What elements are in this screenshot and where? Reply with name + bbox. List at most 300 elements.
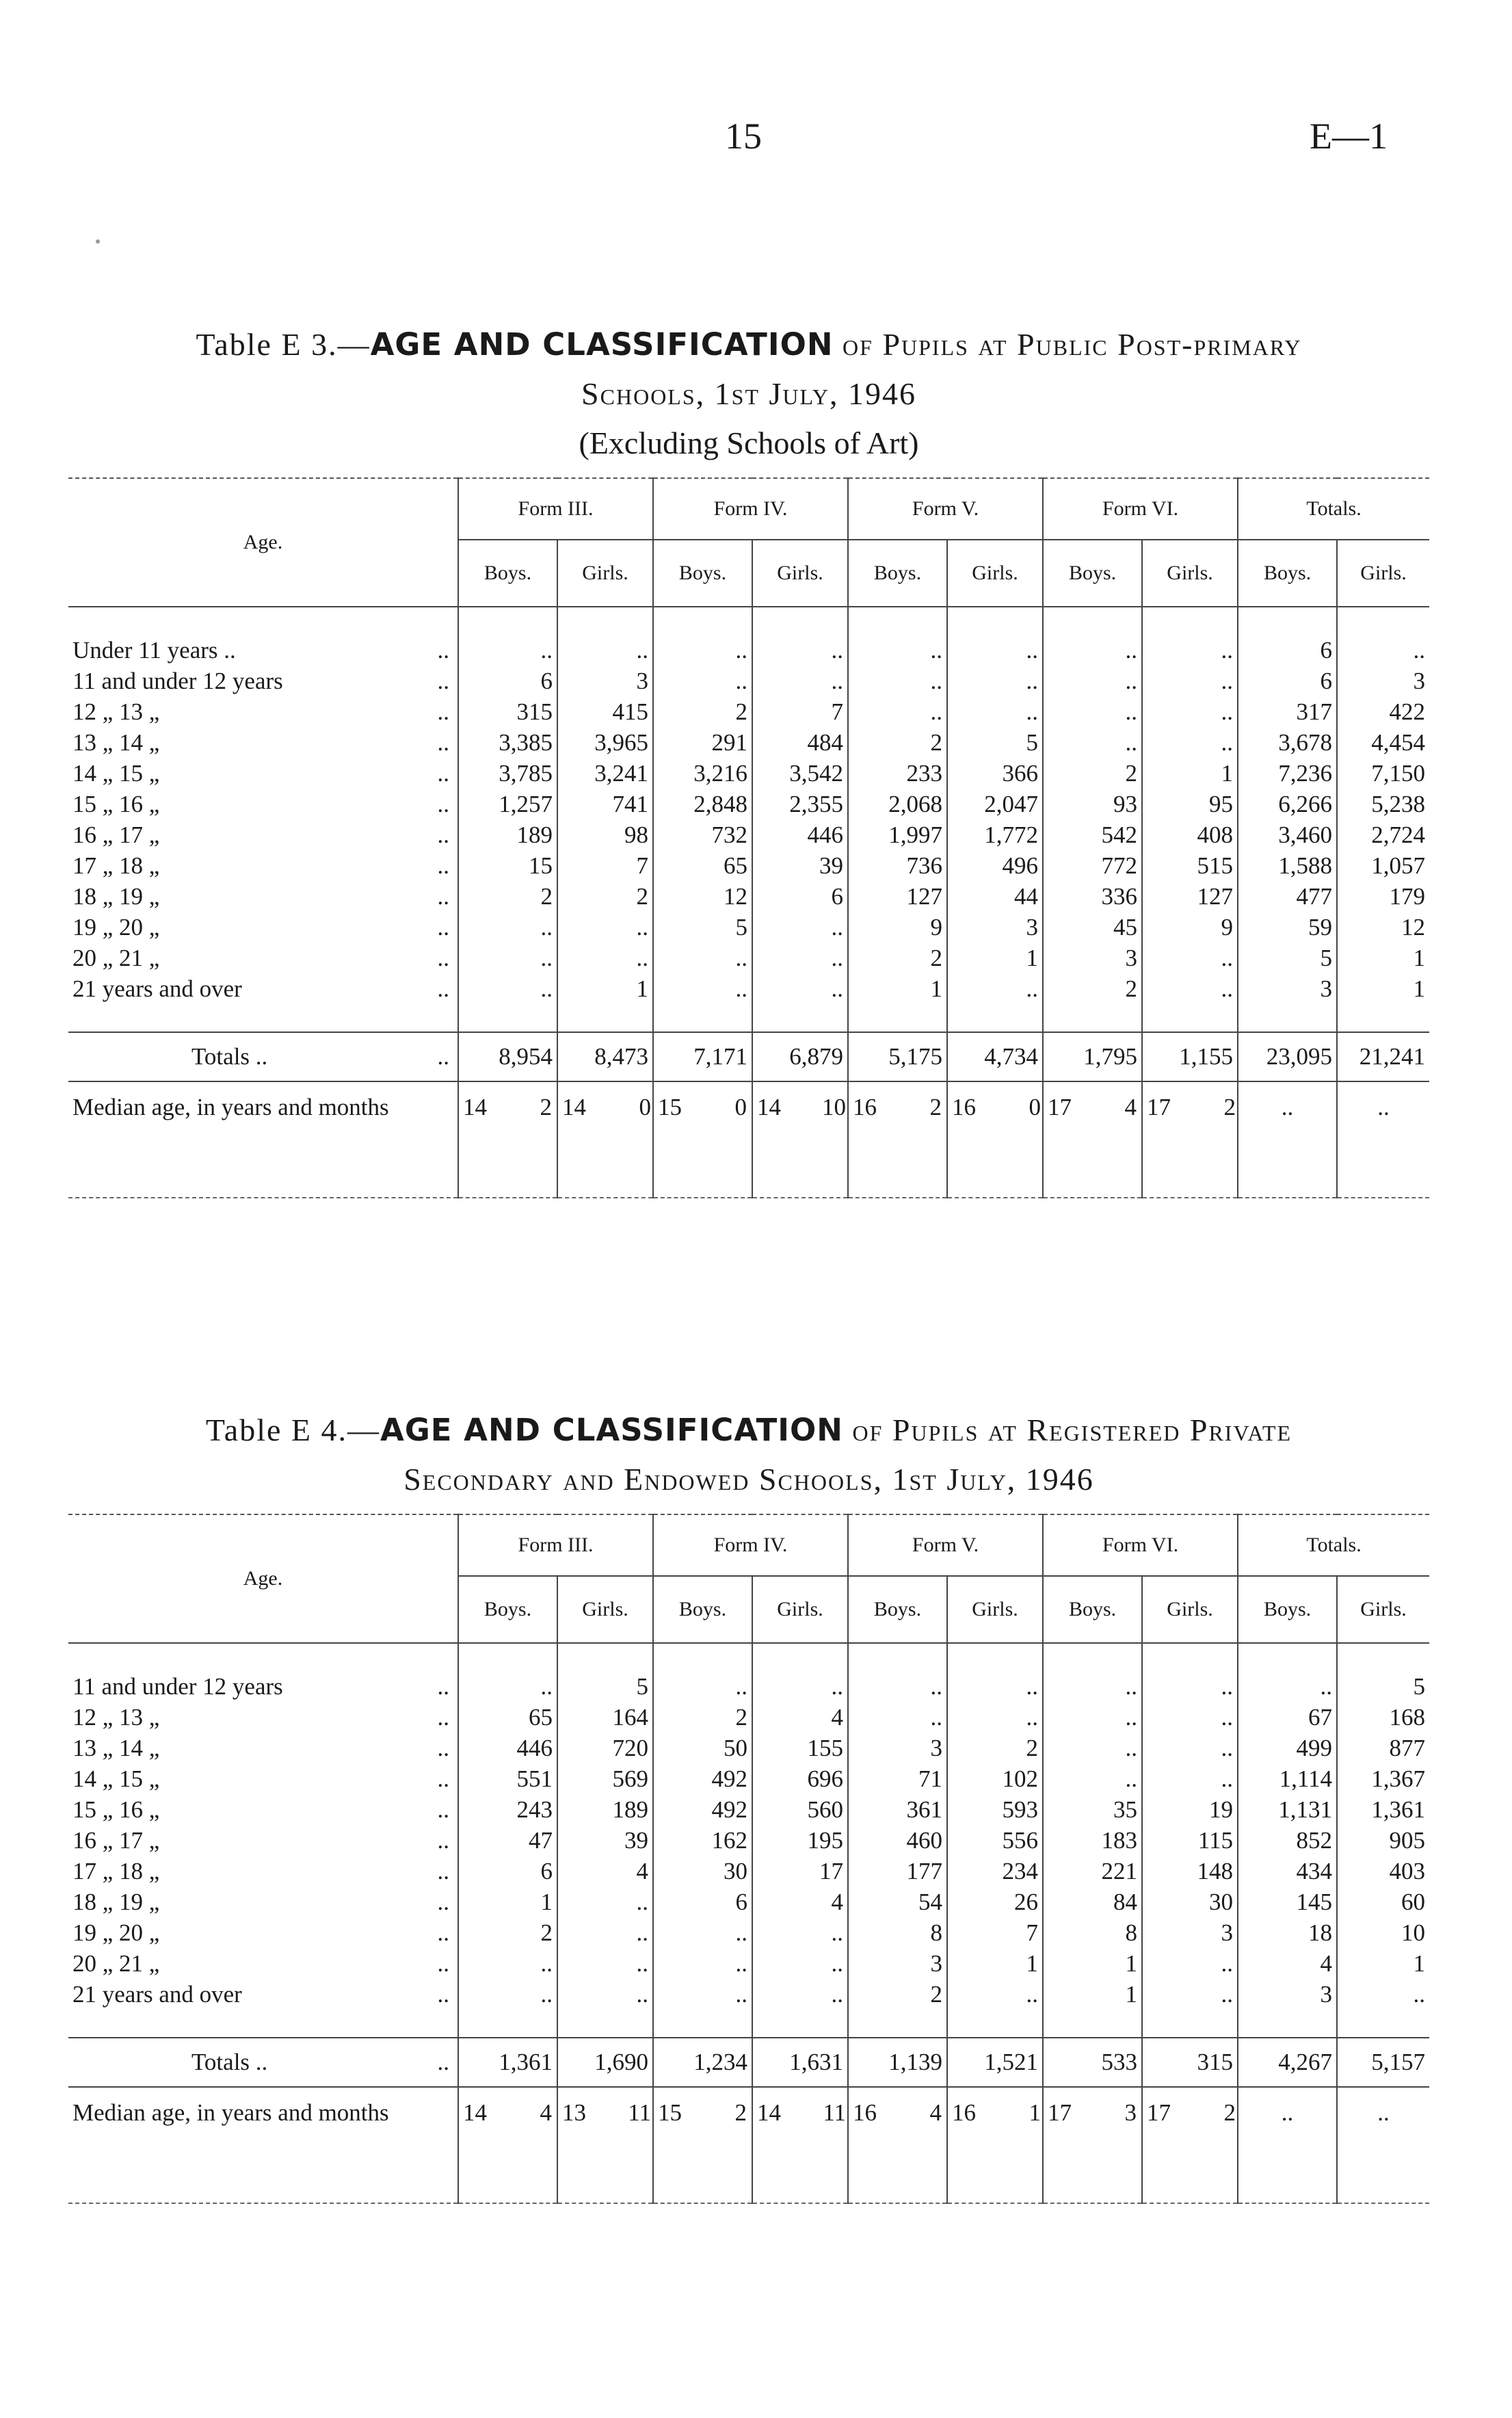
data-cell: 3,460	[1238, 819, 1337, 850]
data-cell: 291	[653, 727, 752, 758]
data-cell: 1	[1142, 758, 1238, 789]
age-label	[68, 1979, 458, 2010]
data-cell: 2	[1043, 973, 1142, 1004]
data-cell: 155	[752, 1733, 848, 1763]
age-label-text: 19 „ 20 „	[72, 914, 160, 941]
total-cell: 1,361	[458, 2038, 557, 2087]
data-cell: 44	[947, 881, 1043, 912]
bottom-rule-cell	[947, 1156, 1043, 1198]
age-label-text: 16 „ 17 „	[72, 822, 160, 848]
boys-header: Boys.	[848, 1576, 947, 1643]
data-cell: 3	[1337, 666, 1429, 696]
data-cell: ..	[1142, 666, 1238, 696]
median-cell	[752, 2087, 848, 2161]
leader-dots: ..	[437, 1704, 449, 1731]
data-cell: 2	[458, 881, 557, 912]
data-cell: 1,114	[1238, 1763, 1337, 1794]
spacer-cell	[848, 1004, 947, 1032]
data-cell: ..	[1337, 1979, 1429, 2010]
age-label	[68, 1825, 458, 1856]
spacer-cell	[1142, 2010, 1238, 2038]
form-header: Form V.	[848, 478, 1043, 540]
spacer-cell	[68, 1643, 458, 1671]
median-cell	[848, 2087, 947, 2161]
age-label	[68, 850, 458, 881]
age-label	[68, 1917, 458, 1948]
table-e4-title-rest: of Pupils at Registered Private	[843, 1412, 1292, 1447]
bottom-rule-cell	[68, 2161, 458, 2203]
bottom-rule-cell	[458, 1156, 557, 1198]
median-cell	[557, 2087, 653, 2161]
data-cell: ..	[848, 635, 947, 666]
table-e4-body	[68, 1643, 1429, 2203]
data-cell: 499	[1238, 1733, 1337, 1763]
leader-dots: ..	[437, 668, 449, 694]
data-cell: ..	[1142, 696, 1238, 727]
leader-dots: ..	[437, 1858, 449, 1884]
age-label	[68, 1763, 458, 1794]
data-cell: ..	[1238, 1671, 1337, 1702]
age-label-text: 13 „ 14 „	[72, 1735, 160, 1761]
data-cell: ..	[1142, 727, 1238, 758]
boys-header: Boys.	[848, 540, 947, 607]
data-cell: 315	[458, 696, 557, 727]
median-months: 4	[929, 2099, 942, 2126]
spacer-cell	[458, 1004, 557, 1032]
data-cell: ..	[1043, 1702, 1142, 1733]
data-cell: ..	[653, 1917, 752, 1948]
table-row	[68, 758, 1429, 789]
bottom-rule-cell	[653, 1156, 752, 1198]
form-header: Form V.	[848, 1514, 1043, 1576]
spacer-cell	[947, 1004, 1043, 1032]
data-cell: 2,848	[653, 789, 752, 819]
spacer-cell	[653, 607, 752, 635]
median-years: 16	[952, 2099, 977, 2126]
table-row	[68, 1917, 1429, 1948]
girls-header: Girls.	[947, 540, 1043, 607]
boys-header: Boys.	[1238, 540, 1337, 607]
leader-dots: ..	[437, 637, 449, 663]
spacer-cell	[947, 1643, 1043, 1671]
total-cell: 1,139	[848, 2038, 947, 2087]
data-cell: 47	[458, 1825, 557, 1856]
median-years: 13	[562, 2099, 586, 2126]
data-cell: 2,355	[752, 789, 848, 819]
data-cell: 3	[557, 666, 653, 696]
data-cell: 7,150	[1337, 758, 1429, 789]
spacer-cell	[752, 1643, 848, 1671]
data-cell: 366	[947, 758, 1043, 789]
data-cell: 1,257	[458, 789, 557, 819]
median-cell	[947, 2087, 1043, 2161]
total-cell: 4,734	[947, 1032, 1043, 1081]
data-cell: 1	[1043, 1948, 1142, 1979]
total-cell: 4,267	[1238, 2038, 1337, 2087]
age-label	[68, 789, 458, 819]
data-cell: 408	[1142, 819, 1238, 850]
leader-dots: ..	[437, 1981, 449, 2008]
spacer-cell	[68, 2010, 458, 2038]
girls-header: Girls.	[1337, 540, 1429, 607]
data-cell: 1,588	[1238, 850, 1337, 881]
table-e4-title-bold: AGE AND CLASSIFICATION	[380, 1412, 843, 1448]
median-cell	[1142, 1081, 1238, 1156]
data-cell: ..	[653, 1979, 752, 2010]
data-cell: ..	[848, 1702, 947, 1733]
data-cell: 551	[458, 1763, 557, 1794]
age-label-text: 14 „ 15 „	[72, 1765, 160, 1792]
data-cell: ..	[1043, 1733, 1142, 1763]
data-cell: 492	[653, 1794, 752, 1825]
data-cell: 5	[653, 912, 752, 943]
bottom-rule-cell	[557, 1156, 653, 1198]
total-cell: 315	[1142, 2038, 1238, 2087]
median-years: 14	[757, 1094, 782, 1120]
data-cell: 1,997	[848, 819, 947, 850]
data-cell: 3,678	[1238, 727, 1337, 758]
data-cell: 17	[752, 1856, 848, 1887]
data-cell: 127	[1142, 881, 1238, 912]
girls-header: Girls.	[557, 540, 653, 607]
median-label: Median age, in years and months	[72, 1094, 389, 1120]
data-cell: 1,057	[1337, 850, 1429, 881]
data-cell: ..	[752, 1671, 848, 1702]
data-cell: ..	[1043, 635, 1142, 666]
form-header: Form VI.	[1043, 1514, 1238, 1576]
spacer-cell	[68, 1004, 458, 1032]
data-cell: ..	[557, 1979, 653, 2010]
data-cell: 2,724	[1337, 819, 1429, 850]
median-cell	[1142, 2087, 1238, 2161]
data-cell: 2	[848, 1979, 947, 2010]
data-cell: ..	[752, 635, 848, 666]
data-cell: 7,236	[1238, 758, 1337, 789]
median-total-cell: ..	[1337, 1081, 1429, 1156]
data-cell: ..	[947, 1702, 1043, 1733]
data-cell: 446	[458, 1733, 557, 1763]
age-label	[68, 1794, 458, 1825]
data-cell: ..	[458, 1948, 557, 1979]
data-cell: 852	[1238, 1825, 1337, 1856]
data-cell: ..	[1142, 1979, 1238, 2010]
median-years: 14	[562, 1094, 586, 1120]
age-label	[68, 1887, 458, 1917]
median-cell	[947, 1081, 1043, 1156]
data-cell: ..	[557, 912, 653, 943]
data-cell: ..	[653, 973, 752, 1004]
median-row	[68, 2087, 1429, 2161]
age-label-text: 21 years and over	[72, 975, 242, 1002]
spacer-cell	[1043, 2010, 1142, 2038]
data-cell: 60	[1337, 1887, 1429, 1917]
median-years: 17	[1147, 1094, 1171, 1120]
data-cell: 6	[1238, 666, 1337, 696]
girls-header: Girls.	[1337, 1576, 1429, 1643]
bottom-rule-cell	[68, 1156, 458, 1198]
data-cell: ..	[653, 666, 752, 696]
data-cell: ..	[653, 943, 752, 973]
data-cell: ..	[557, 1948, 653, 1979]
data-cell: 102	[947, 1763, 1043, 1794]
table-row	[68, 1856, 1429, 1887]
data-cell: ..	[947, 1671, 1043, 1702]
median-months: 4	[540, 2099, 552, 2126]
data-cell: 3	[1142, 1917, 1238, 1948]
totals-label-text: Totals ..	[191, 2049, 268, 2075]
data-cell: 12	[1337, 912, 1429, 943]
bottom-rule-cell	[1142, 1156, 1238, 1198]
median-months: 4	[1124, 1094, 1137, 1120]
print-speck	[96, 239, 100, 244]
data-cell: 6	[653, 1887, 752, 1917]
data-cell: 2	[1043, 758, 1142, 789]
form-header: Form IV.	[653, 478, 848, 540]
data-cell: 3,385	[458, 727, 557, 758]
data-cell: 234	[947, 1856, 1043, 1887]
data-cell: 30	[653, 1856, 752, 1887]
leader-dots: ..	[437, 945, 449, 971]
spacer-cell	[1142, 1004, 1238, 1032]
table-row	[68, 1733, 1429, 1763]
table-row	[68, 635, 1429, 666]
data-cell: 6	[458, 666, 557, 696]
median-months: 2	[929, 1094, 942, 1120]
page-reference: E—1	[1310, 116, 1388, 157]
data-cell: 98	[557, 819, 653, 850]
data-cell: 3	[1043, 943, 1142, 973]
table-e3-body	[68, 607, 1429, 1198]
total-cell: 533	[1043, 2038, 1142, 2087]
data-cell: ..	[458, 635, 557, 666]
spacer-cell	[458, 607, 557, 635]
data-cell: ..	[947, 1979, 1043, 2010]
data-cell: 18	[1238, 1917, 1337, 1948]
spacer-cell	[848, 607, 947, 635]
data-cell: ..	[653, 1948, 752, 1979]
data-cell: 3	[947, 912, 1043, 943]
data-cell: 195	[752, 1825, 848, 1856]
data-cell: 4	[1238, 1948, 1337, 1979]
age-label-text: 18 „ 19 „	[72, 1889, 160, 1915]
data-cell: 720	[557, 1733, 653, 1763]
data-cell: 10	[1337, 1917, 1429, 1948]
data-cell: 732	[653, 819, 752, 850]
data-cell: 65	[458, 1702, 557, 1733]
data-cell: 1	[947, 943, 1043, 973]
bottom-rule-cell	[1238, 2161, 1337, 2203]
spacer-cell	[1337, 1643, 1429, 1671]
data-cell: 1	[1337, 943, 1429, 973]
spacer-cell	[1238, 2010, 1337, 2038]
age-label-text: 21 years and over	[72, 1981, 242, 2008]
median-cell	[752, 1081, 848, 1156]
table-row	[68, 912, 1429, 943]
age-label	[68, 696, 458, 727]
data-cell: 6	[458, 1856, 557, 1887]
data-cell: 4	[752, 1887, 848, 1917]
data-cell: ..	[752, 1979, 848, 2010]
data-cell: ..	[752, 912, 848, 943]
age-label-text: 11 and under 12 years	[72, 668, 283, 694]
totals-row	[68, 2038, 1429, 2087]
data-cell: 221	[1043, 1856, 1142, 1887]
age-label	[68, 973, 458, 1004]
age-label-text: 15 „ 16 „	[72, 791, 160, 817]
data-cell: ..	[947, 666, 1043, 696]
median-years: 17	[1147, 2099, 1171, 2126]
leader-dots: ..	[437, 883, 449, 910]
data-cell: 1,131	[1238, 1794, 1337, 1825]
age-label-text: 18 „ 19 „	[72, 883, 160, 910]
data-cell: 1	[458, 1887, 557, 1917]
median-row	[68, 1081, 1429, 1156]
age-column-header: Age.	[243, 531, 283, 553]
age-label-text: 19 „ 20 „	[72, 1919, 160, 1946]
data-cell: 2	[947, 1733, 1043, 1763]
data-cell: 460	[848, 1825, 947, 1856]
data-cell: 4,454	[1337, 727, 1429, 758]
data-cell: 569	[557, 1763, 653, 1794]
age-label	[68, 912, 458, 943]
age-label	[68, 1948, 458, 1979]
data-cell: ..	[752, 943, 848, 973]
age-label-text: 13 „ 14 „	[72, 729, 160, 756]
data-cell: 39	[752, 850, 848, 881]
spacer-cell	[557, 1004, 653, 1032]
median-years: 14	[463, 2099, 487, 2126]
median-months: 10	[822, 1094, 847, 1120]
totals-label	[68, 2038, 458, 2087]
spacer-cell	[458, 2010, 557, 2038]
median-total-cell: ..	[1337, 2087, 1429, 2161]
data-cell: 542	[1043, 819, 1142, 850]
table-e3-title-line3: (Excluding Schools of Art)	[579, 425, 919, 460]
median-years: 17	[1048, 2099, 1072, 2126]
data-cell: 336	[1043, 881, 1142, 912]
data-cell: 54	[848, 1887, 947, 1917]
median-total-cell: ..	[1238, 1081, 1337, 1156]
boys-header: Boys.	[1043, 540, 1142, 607]
data-cell: 5	[1238, 943, 1337, 973]
data-cell: 3,216	[653, 758, 752, 789]
data-cell: ..	[1142, 1763, 1238, 1794]
total-cell: 1,234	[653, 2038, 752, 2087]
bottom-rule-cell	[653, 2161, 752, 2203]
data-cell: ..	[458, 1671, 557, 1702]
form-header: Form VI.	[1043, 478, 1238, 540]
data-cell: 2,068	[848, 789, 947, 819]
page-number: 15	[725, 116, 762, 157]
table-row	[68, 943, 1429, 973]
median-months: 2	[1223, 2099, 1236, 2126]
data-cell: 422	[1337, 696, 1429, 727]
boys-header: Boys.	[1238, 1576, 1337, 1643]
spacer-cell	[557, 2010, 653, 2038]
data-cell: ..	[947, 635, 1043, 666]
data-cell: 496	[947, 850, 1043, 881]
age-label	[68, 1733, 458, 1763]
spacer-cell	[848, 2010, 947, 2038]
data-cell: ..	[1043, 1763, 1142, 1794]
boys-header: Boys.	[1043, 1576, 1142, 1643]
age-label-text: 14 „ 15 „	[72, 760, 160, 787]
age-label	[68, 1702, 458, 1733]
age-label	[68, 819, 458, 850]
data-cell: 164	[557, 1702, 653, 1733]
table-row	[68, 1825, 1429, 1856]
table-row	[68, 1979, 1429, 2010]
median-total-cell: ..	[1238, 2087, 1337, 2161]
data-cell: ..	[1337, 635, 1429, 666]
spacer-cell	[752, 2010, 848, 2038]
data-cell: 3	[1238, 1979, 1337, 2010]
data-cell: 179	[1337, 881, 1429, 912]
leader-dots: ..	[437, 975, 449, 1002]
table-e3-grid	[68, 477, 1429, 1198]
median-months: 11	[628, 2099, 651, 2126]
data-cell: 7	[752, 696, 848, 727]
total-cell: 1,155	[1142, 1032, 1238, 1081]
data-cell: 1	[848, 973, 947, 1004]
data-cell: 6	[1238, 635, 1337, 666]
data-cell: 93	[1043, 789, 1142, 819]
data-cell: 446	[752, 819, 848, 850]
data-cell: 1	[1337, 1948, 1429, 1979]
table-row	[68, 727, 1429, 758]
data-cell: 67	[1238, 1702, 1337, 1733]
data-cell: 492	[653, 1763, 752, 1794]
data-cell: 1	[1337, 973, 1429, 1004]
data-cell: 95	[1142, 789, 1238, 819]
data-cell: ..	[1142, 973, 1238, 1004]
bottom-rule-cell	[1238, 1156, 1337, 1198]
table-e3	[68, 320, 1429, 1198]
table-row	[68, 1948, 1429, 1979]
table-row	[68, 819, 1429, 850]
data-cell: 1	[947, 1948, 1043, 1979]
total-cell: 1,690	[557, 2038, 653, 2087]
age-column-header: Age.	[243, 1567, 283, 1590]
data-cell: ..	[458, 1979, 557, 2010]
table-e3-title-bold: AGE AND CLASSIFICATION	[370, 326, 834, 363]
data-cell: 2	[653, 696, 752, 727]
data-cell: ..	[1043, 696, 1142, 727]
leader-dots: ..	[437, 791, 449, 817]
data-cell: ..	[557, 943, 653, 973]
total-cell: 1,521	[947, 2038, 1043, 2087]
data-cell: 556	[947, 1825, 1043, 1856]
table-e4-title-prefix: Table E 4.—	[205, 1412, 381, 1447]
boys-header: Boys.	[653, 540, 752, 607]
data-cell: 5	[557, 1671, 653, 1702]
total-cell: 1,631	[752, 2038, 848, 2087]
median-months: 3	[1124, 2099, 1137, 2126]
age-label-text: 17 „ 18 „	[72, 852, 160, 879]
table-e3-title-line2: Schools, 1st July, 1946	[581, 376, 916, 411]
table-e3-title	[68, 320, 1429, 468]
data-cell: 2	[848, 727, 947, 758]
spacer-cell	[1238, 1643, 1337, 1671]
data-cell: 233	[848, 758, 947, 789]
bottom-rule-cell	[947, 2161, 1043, 2203]
age-label	[68, 1671, 458, 1702]
leader-dots: ..	[437, 1043, 449, 1070]
data-cell: ..	[1142, 1948, 1238, 1979]
data-cell: 2	[557, 881, 653, 912]
age-label	[68, 758, 458, 789]
median-months: 1	[1029, 2099, 1042, 2126]
